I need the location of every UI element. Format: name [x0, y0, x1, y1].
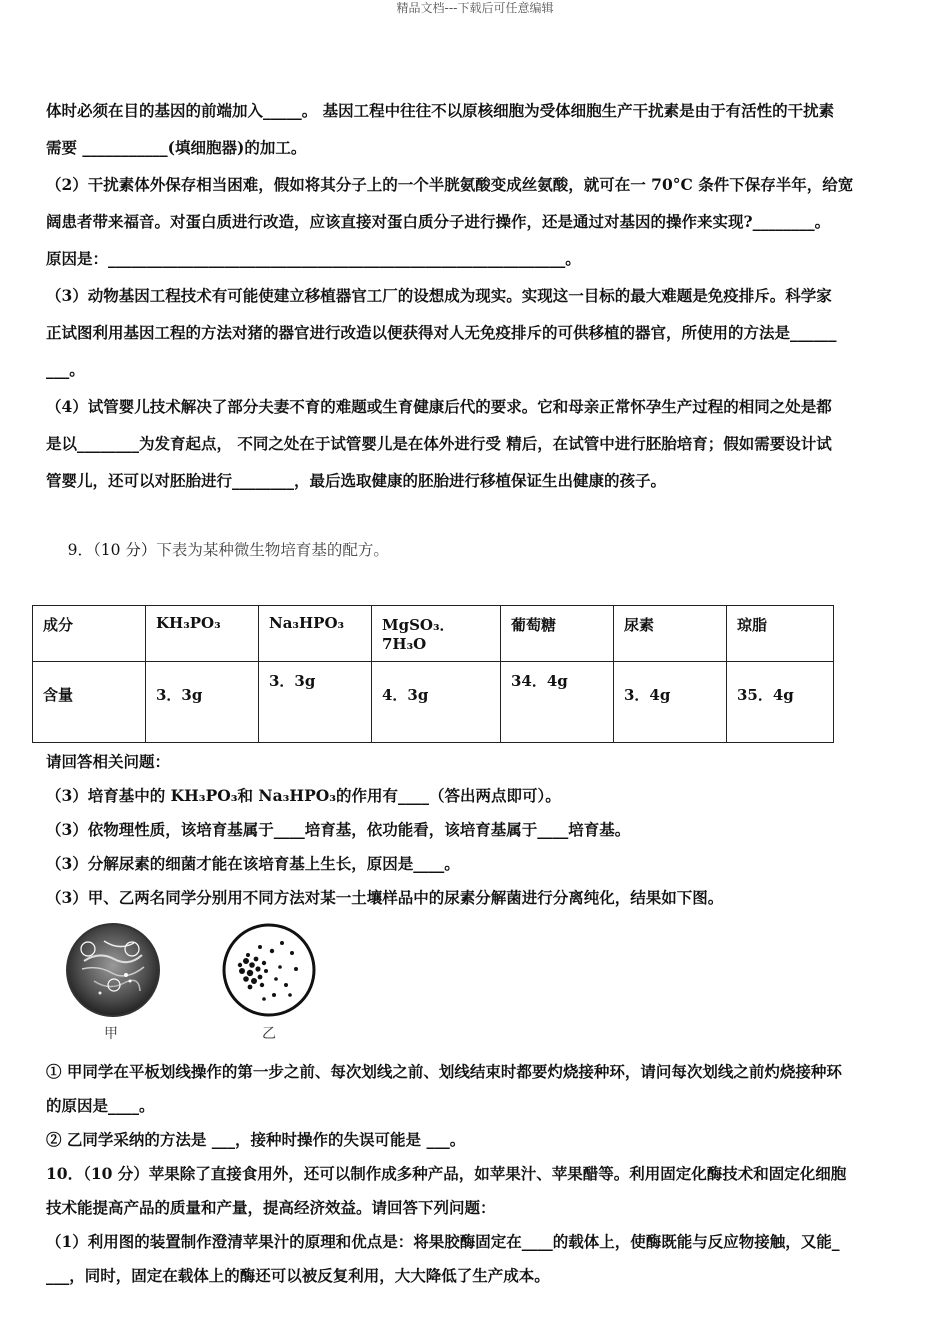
document-body — [43, 92, 908, 1293]
text-line: （4）试管婴儿技术解决了部分夫妻不育的难题或生育健康后代的要求。它和母亲正常怀孕生产过程的相同之处是都 — [46, 397, 832, 416]
cell-text: 4．3g — [382, 686, 429, 704]
table-cell — [146, 662, 259, 743]
figure-label-yi: 乙 — [262, 1026, 276, 1042]
text-line: （3）培育基中的 KH₃PO₃和 Na₃HPO₃的作用有____（答出两点即可）。 — [46, 786, 561, 805]
text-line: 阔患者带来福音。对蛋白质进行改造，应该直接对蛋白质分子进行操作，还是通过对基因的操作来实现?________。 — [46, 212, 831, 231]
streak-plate-dish-image — [64, 921, 162, 1019]
table-cell — [372, 662, 501, 743]
text-line: （3）甲、乙两名同学分别用不同方法对某一土壤样品中的尿素分解菌进行分离纯化，结果如下图。 — [46, 888, 724, 907]
table-cell: 成分 — [33, 606, 146, 662]
table-cell: MgSO₃．7H₃O — [372, 606, 501, 662]
page-header: 精品文档---下载后可任意编辑 — [396, 1, 554, 15]
text-line: 体时必须在目的基因的前端加入_____。 基因工程中往往不以原核细胞为受体细胞生产干扰素是由于有活性的干扰素 — [46, 101, 835, 120]
text-line: 原因是：___________________________________________________________。 — [46, 249, 581, 268]
text-line: 10．（10 分）苹果除了直接食用外，还可以制作成多种产品，如苹果汁、苹果醋等。利用固定化酶技术和固定化细胞 — [46, 1164, 847, 1183]
text-line: 的原因是____。 — [46, 1096, 155, 1115]
text-line: ___。 — [46, 360, 85, 379]
text-line: 需要 ___________(填细胞器)的加工。 — [46, 138, 307, 157]
figure-label-jia: 甲 — [104, 1026, 118, 1042]
table-row — [33, 662, 834, 743]
table-cell — [259, 662, 372, 743]
table-cell — [614, 662, 727, 743]
cell-text: 含量 — [43, 686, 74, 704]
cell-text: 3．3g — [156, 686, 203, 704]
spread-plate-dish-image — [220, 921, 318, 1019]
table-cell: 琼脂 — [727, 606, 834, 662]
table-cell: Na₃HPO₃ — [259, 606, 372, 662]
cell-text: 35．4g — [737, 686, 794, 704]
text-line: 请回答相关问题： — [46, 752, 171, 771]
question-intro: 下表为某种微生物培育基的配方。 — [156, 541, 389, 559]
text-line: （1）利用图的装置制作澄清苹果汁的原理和优点是：将果胶酶固定在____的载体上，使酶既能与反应物接触，又能_ — [46, 1232, 840, 1251]
table-header-row — [33, 606, 834, 662]
text-line: ___，同时，固定在载体上的酶还可以被反复利用，大大降低了生产成本。 — [46, 1266, 550, 1285]
text-line: ② 乙同学采纳的方法是 ___，接种时操作的失误可能是 ___。 — [46, 1130, 466, 1149]
table-cell — [727, 662, 834, 743]
text-line: 正试图利用基因工程的方法对猪的器官进行改造以便获得对人无免疫排斥的可供移植的器官，所使用的方法是______ — [46, 323, 837, 342]
text-line: ① 甲同学在平板划线操作的第一步之前、每次划线之前、划线结束时都要灼烧接种环，请问每次划线之前灼烧接种环 — [46, 1062, 842, 1081]
table-cell — [33, 662, 146, 743]
petri-dish-figure — [46, 919, 908, 1049]
question-9-title — [46, 499, 908, 601]
table-cell: 尿素 — [614, 606, 727, 662]
medium-recipe-table — [32, 605, 834, 743]
text-line: （3）分解尿素的细菌才能在该培育基上生长，原因是____。 — [46, 854, 460, 873]
cell-text: 3．3g — [269, 672, 316, 690]
table-cell — [501, 662, 614, 743]
text-line: 技术能提高产品的质量和产量，提高经济效益。请回答下列问题： — [46, 1198, 496, 1217]
text-line: 是以________为发育起点， 不同之处在于试管婴儿是在体外进行受 精后，在试管中进行胚胎培育；假如需要设计试 — [46, 434, 832, 453]
table-cell: KH₃PO₃ — [146, 606, 259, 662]
cell-text: 34．4g — [511, 672, 568, 690]
text-line: （3）动物基因工程技术有可能使建立移植器官工厂的设想成为现实。实现这一目标的最大难题是免疫排斥。科学家 — [46, 286, 832, 305]
text-line: （3）依物理性质，该培育基属于____培育基，依功能看，该培育基属于____培育基。 — [46, 820, 631, 839]
question-number: 9．（10 分） — [67, 541, 157, 559]
table-cell: 葡萄糖 — [501, 606, 614, 662]
cell-text: 3．4g — [624, 686, 671, 704]
text-line: （2）干扰素体外保存相当困难，假如将其分子上的一个半胱氨酸变成丝氨酸，就可在一 70°C 条件下保存半年，给宽 — [46, 175, 854, 194]
text-line: 管婴儿，还可以对胚胎进行________，最后选取健康的胚胎进行移植保证生出健康的孩子。 — [46, 471, 667, 490]
